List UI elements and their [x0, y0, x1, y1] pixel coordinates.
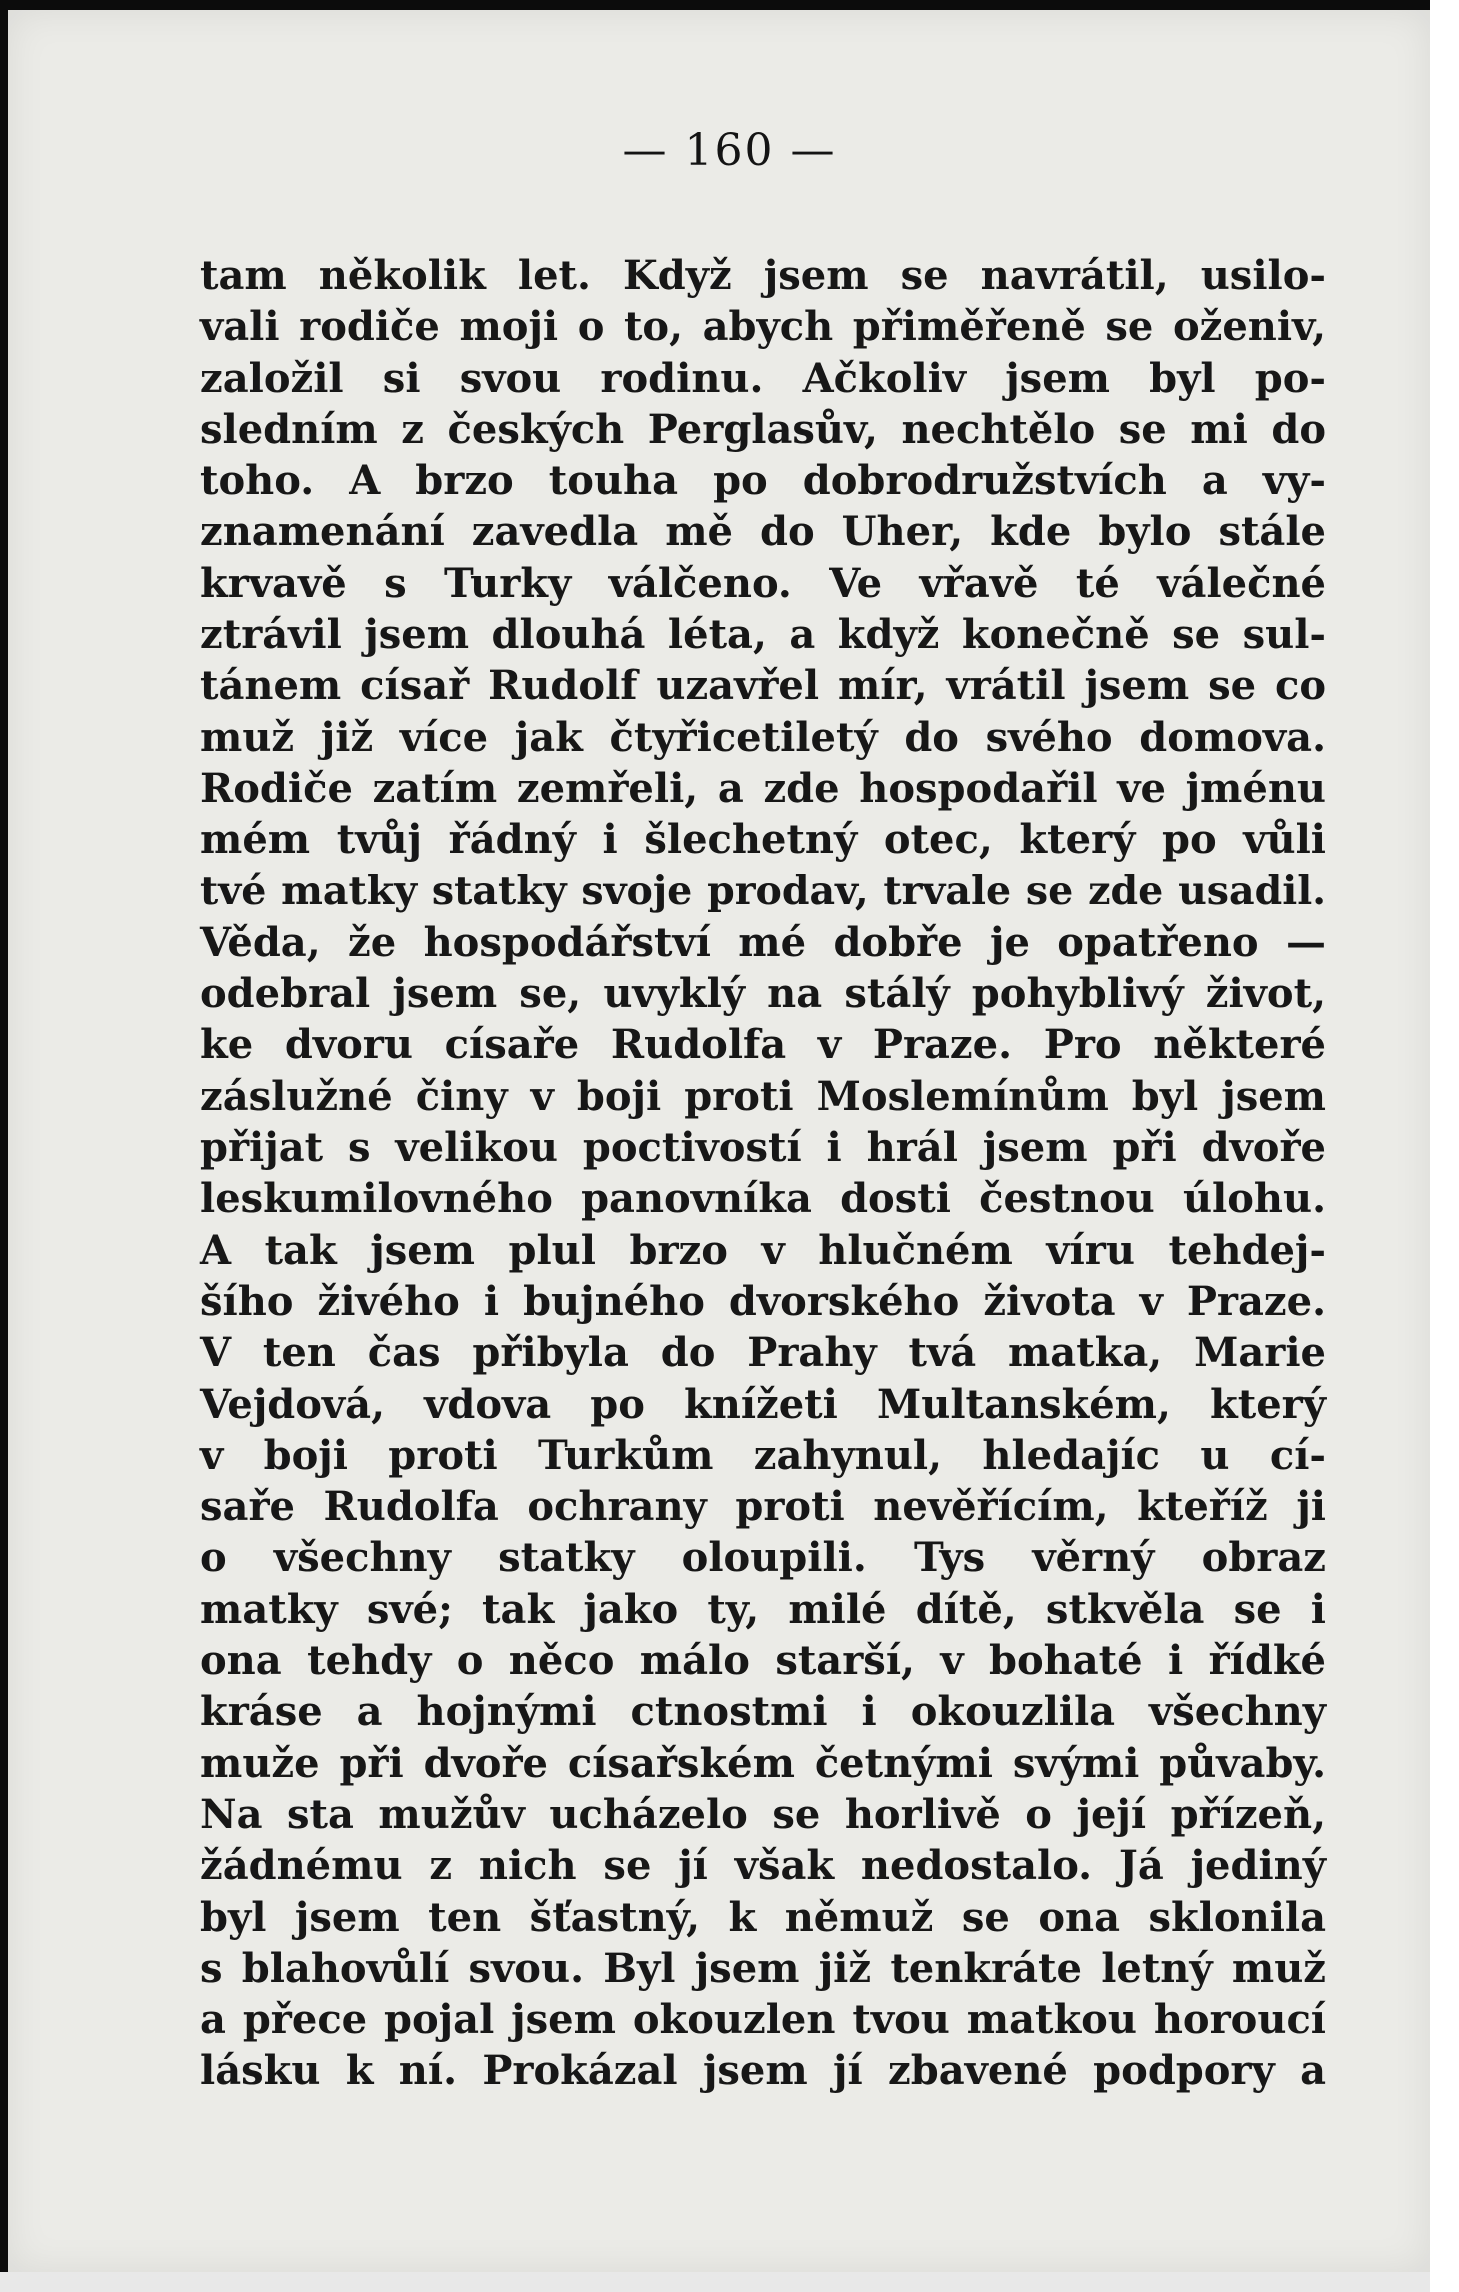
text-line: šího živého i bujného dvorského života v Praze. — [200, 1277, 1326, 1325]
text-line: muž již více jak čtyřicetiletý do svého domova. — [200, 713, 1326, 761]
text-line: založil si svou rodinu. Ačkoliv jsem byl po- — [200, 354, 1326, 402]
text-line: ztrávil jsem dlouhá léta, a když konečně se sul- — [200, 611, 1326, 659]
text-line: Rodiče zatím zemřeli, a zde hospodařil ve jménu — [200, 764, 1326, 812]
text-line: sledním z českých Perglasův, nechtělo se mi do — [200, 405, 1326, 453]
text-line: toho. A brzo touha po dobrodružstvích a vy- — [200, 457, 1326, 505]
text-line: a přece pojal jsem okouzlen tvou matkou horoucí — [200, 1996, 1326, 2044]
text-line: byl jsem ten šťastný, k němuž se ona sklonila — [200, 1893, 1326, 1941]
body-text — [200, 250, 1326, 2097]
text-line: Vejdová, vdova po knížeti Multanském, který — [200, 1380, 1326, 1428]
text-line: s blahovůlí svou. Byl jsem již tenkráte letný muž — [200, 1944, 1326, 1992]
text-line: A tak jsem plul brzo v hlučném víru tehdej- — [200, 1226, 1326, 1274]
text-line: v boji proti Turkům zahynul, hledajíc u cí- — [200, 1431, 1326, 1479]
text-line: kráse a hojnými ctnostmi i okouzlila všechny — [200, 1688, 1326, 1736]
text-line: lásku k ní. Prokázal jsem jí zbavené podpory a — [200, 2047, 1326, 2095]
text-line: ke dvoru císaře Rudolfa v Praze. Pro některé — [200, 1021, 1326, 1069]
page-number: — 160 — — [622, 125, 837, 176]
text-line: znamenání zavedla mě do Uher, kde bylo stále — [200, 508, 1326, 556]
text-line: přijat s velikou poctivostí i hrál jsem při dvoře — [200, 1124, 1326, 1172]
text-line: matky své; tak jako ty, milé dítě, stkvěla se i — [200, 1585, 1326, 1633]
text-line: Věda, že hospodářství mé dobře je opatřeno — — [200, 918, 1326, 966]
text-line: mém tvůj řádný i šlechetný otec, který po vůli — [200, 816, 1326, 864]
text-line: odebral jsem se, uvyklý na stálý pohyblivý život, — [200, 970, 1326, 1018]
text-line: tánem císař Rudolf uzavřel mír, vrátil jsem se co — [200, 662, 1326, 710]
text-line: záslužné činy v boji proti Moslemínům byl jsem — [200, 1072, 1326, 1120]
scan-margin-right — [1430, 0, 1459, 2292]
text-line: muže při dvoře císařském četnými svými půvaby. — [200, 1739, 1326, 1787]
text-line: tam několik let. Když jsem se navrátil, usilo- — [200, 252, 1326, 299]
text-line: ona tehdy o něco málo starší, v bohaté i řídké — [200, 1637, 1326, 1685]
text-line: tvé matky statky svoje prodav, trvale se zde usadil. — [200, 867, 1326, 914]
text-line: Na sta mužův ucházelo se horlivě o její přízeň, — [200, 1790, 1326, 1838]
text-line: saře Rudolfa ochrany proti nevěřícím, kteříž ji — [200, 1483, 1326, 1531]
text-line: vali rodiče moji o to, abych přiměřeně se oženiv, — [200, 303, 1326, 351]
text-line: krvavě s Turky válčeno. Ve vřavě té válečné — [200, 559, 1326, 607]
scan-margin-bottom — [0, 2272, 1430, 2292]
text-line: V ten čas přibyla do Prahy tvá matka, Marie — [200, 1329, 1326, 1377]
text-line: žádnému z nich se jí však nedostalo. Já jediný — [200, 1842, 1326, 1890]
text-line: leskumilovného panovníka dosti čestnou úlohu. — [200, 1175, 1326, 1223]
text-line: o všechny statky oloupili. Tys věrný obraz — [200, 1534, 1326, 1582]
